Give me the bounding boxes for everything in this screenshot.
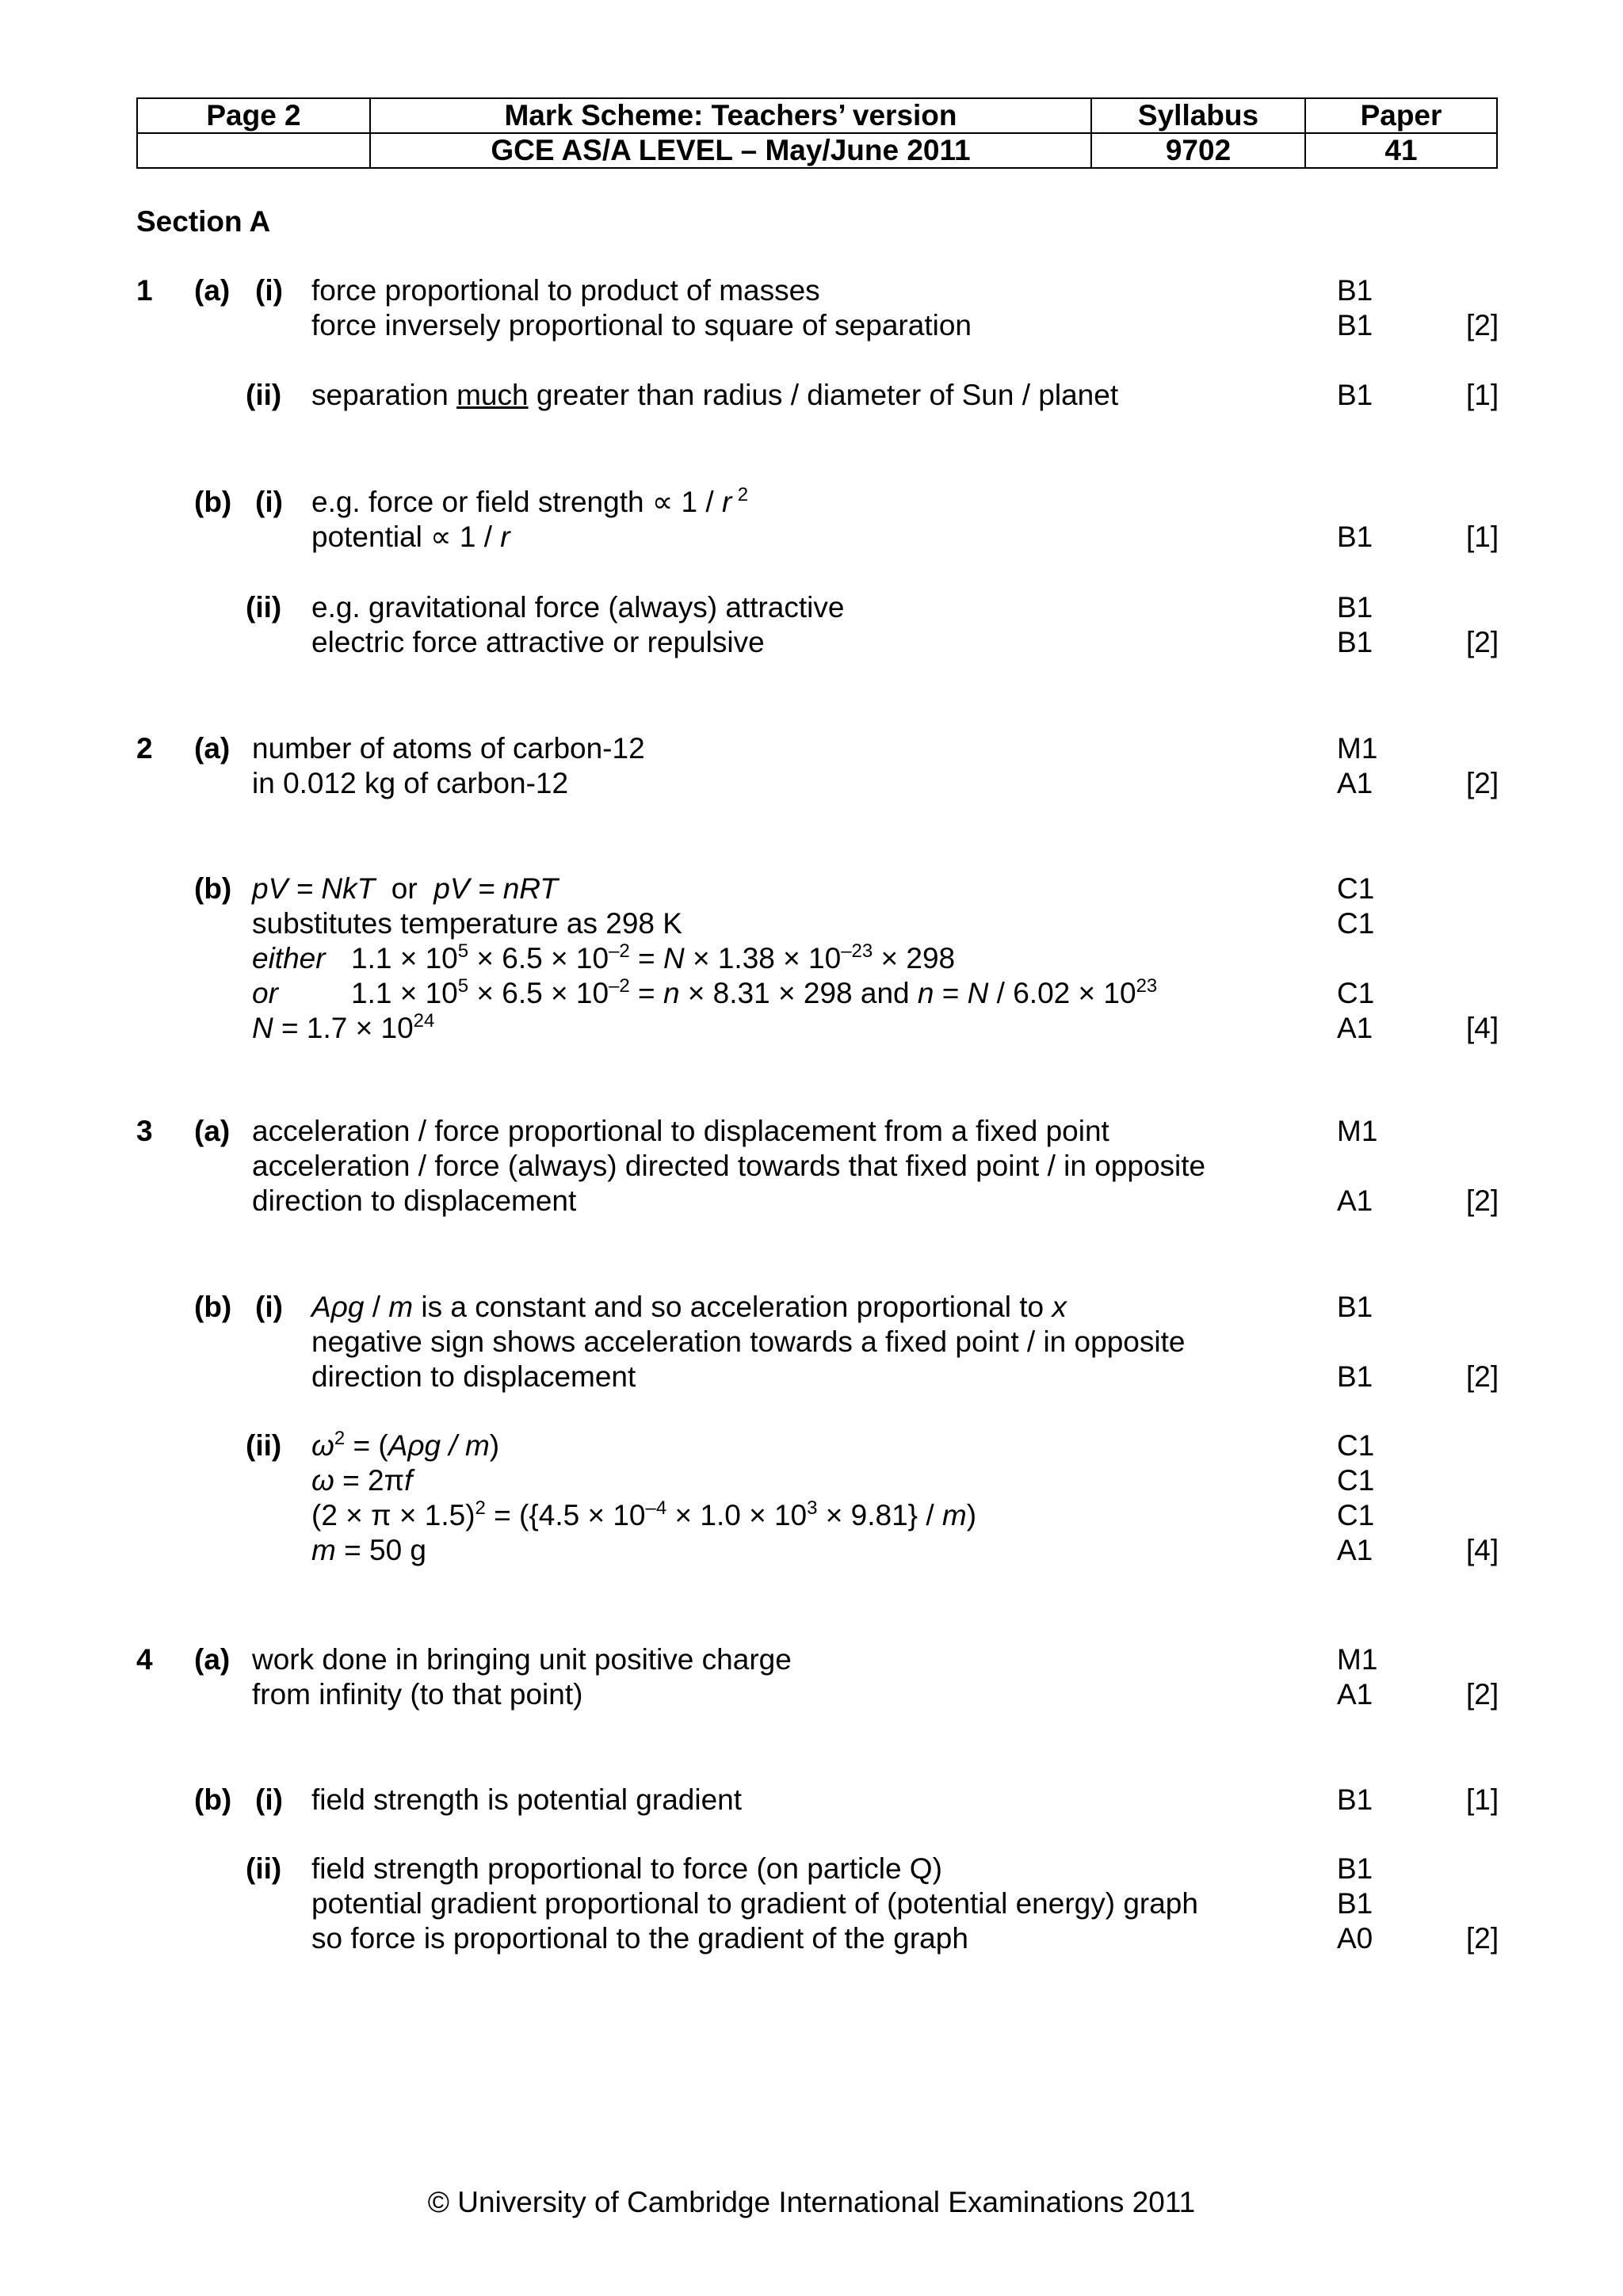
q2-b-or-n2: n <box>917 977 934 1009</box>
q2-part-b: (b) <box>194 872 232 905</box>
header-syllabus-label: Syllabus <box>1091 98 1305 133</box>
q2-b-either-c: = <box>629 942 663 974</box>
q3-b-i-Apg: Aρg <box>311 1291 365 1323</box>
q4-b-sub-ii: (ii) <box>246 1852 282 1885</box>
q1-b-sub-i: (i) <box>255 486 283 518</box>
q3-b-ii-l3-b: = ({4.5 × 10 <box>485 1499 646 1531</box>
q3-b-ii-l3-c: × 1.0 × 10 <box>666 1499 808 1531</box>
q3-part-a: (a) <box>194 1115 231 1147</box>
q4-b-i-total: [1] <box>1466 1783 1499 1816</box>
q3-b-ii-l3-sup2: –4 <box>645 1497 667 1519</box>
q3-b-ii-line2 <box>311 1463 412 1498</box>
header-exam: GCE AS/A LEVEL – May/June 2011 <box>370 133 1091 168</box>
q3-b-ii-l3-e: ) <box>966 1499 977 1531</box>
q2-b-or-N: N <box>967 977 989 1009</box>
q3-b-i-total: [2] <box>1466 1360 1499 1393</box>
q3-b-ii-l2-eq: = 2π <box>334 1464 405 1497</box>
q2-b-or-c: = <box>629 977 663 1009</box>
q3-b-i-mark2: B1 <box>1337 1360 1373 1393</box>
q4-b-ii-mark1: B1 <box>1337 1852 1373 1885</box>
q2-part-a: (a) <box>194 732 231 765</box>
q1-b-i-line2 <box>311 520 510 555</box>
q3-a-line2: acceleration / force (always) directed towards that fixed point / in opposite <box>252 1150 1206 1182</box>
q3-b-sub-ii: (ii) <box>246 1429 282 1462</box>
q3-b-ii-expr: Aρg / m <box>388 1429 490 1462</box>
q1-b-ii-line1: e.g. gravitational force (always) attractive <box>311 591 845 624</box>
q3-b-ii-total: [4] <box>1466 1534 1499 1566</box>
q4-b-i-mark: B1 <box>1337 1783 1373 1816</box>
q3-b-ii-mark2: C1 <box>1337 1464 1375 1497</box>
q1-a-i-total: [2] <box>1466 309 1499 341</box>
q2-a-line2: in 0.012 kg of carbon-12 <box>252 767 569 799</box>
q1-a-i-mark1: B1 <box>1337 274 1373 307</box>
q2-b-or-word: or <box>375 872 434 905</box>
q1-b-i-line1 <box>311 485 748 520</box>
q2-b-or-d: × 8.31 × 298 and <box>679 977 918 1009</box>
q1-b-ii-line2: electric force attractive or repulsive <box>311 626 765 658</box>
q3-b-i-line1 <box>311 1290 1067 1325</box>
q3-a-total: [2] <box>1466 1184 1499 1217</box>
q3-b-i-x: x <box>1052 1291 1067 1323</box>
q2-b-either-sup3: –23 <box>841 940 873 962</box>
header-row-2 <box>137 133 1497 168</box>
q2-b-either-sup1: 5 <box>457 940 469 962</box>
q2-b-mark4: A1 <box>1337 1012 1373 1044</box>
q3-b-i-mark1: B1 <box>1337 1291 1373 1323</box>
q2-a-total: [2] <box>1466 767 1499 799</box>
q1-b-i-line1-r: r <box>721 486 732 518</box>
q3-number: 3 <box>136 1115 153 1147</box>
q3-a-mark1: M1 <box>1337 1115 1378 1147</box>
q4-b-i-line1: field strength is potential gradient <box>311 1783 743 1816</box>
q3-b-ii-l4-rest: = 50 g <box>335 1534 427 1566</box>
q1-b-ii-mark1: B1 <box>1337 591 1373 624</box>
q3-a-line3: direction to displacement <box>252 1184 577 1217</box>
header-empty-cell <box>137 133 370 168</box>
q2-b-either-b: × 6.5 × 10 <box>468 942 609 974</box>
q2-b-or-a: 1.1 × 10 <box>351 977 458 1009</box>
q1-a-i-line2: force inversely proportional to square of separation <box>311 309 972 341</box>
header-page: Page 2 <box>137 98 370 133</box>
q2-a-line1: number of atoms of carbon-12 <box>252 732 645 765</box>
q2-b-answer-N: N <box>252 1012 273 1044</box>
q1-a-sub-i: (i) <box>255 274 283 307</box>
q3-b-sub-i: (i) <box>255 1291 283 1323</box>
q2-b-total: [4] <box>1466 1012 1499 1044</box>
q3-b-ii-l2-f: f <box>404 1464 413 1497</box>
q1-b-ii-total: [2] <box>1466 626 1499 658</box>
q4-a-line2: from infinity (to that point) <box>252 1678 583 1711</box>
q2-b-answer-expr: = 1.7 × 10 <box>273 1012 414 1044</box>
q1-b-i-line1-text: e.g. force or field strength ∝ 1 / <box>311 486 722 518</box>
q4-b-ii-mark2: B1 <box>1337 1887 1373 1920</box>
q2-b-or-n: n <box>663 977 680 1009</box>
q4-b-ii-line3: so force is proportional to the gradient of the graph <box>311 1922 968 1955</box>
q2-b-either-N: N <box>663 942 685 974</box>
q1-b-i-total: [1] <box>1466 521 1499 553</box>
q3-b-ii-l3-d: × 9.81} / <box>817 1499 942 1531</box>
header-row-1 <box>137 98 1497 133</box>
q1-a-ii-post: greater than radius / diameter of Sun / planet <box>528 379 1119 411</box>
q4-b-sub-i: (i) <box>255 1783 283 1816</box>
q1-a-ii-underlined: much <box>456 379 529 411</box>
q2-b-answer <box>252 1011 434 1046</box>
q3-b-ii-eq: = ( <box>345 1429 388 1462</box>
q3-b-ii-mark4: A1 <box>1337 1534 1373 1566</box>
q3-b-ii-line4 <box>311 1533 426 1568</box>
q4-b-ii-line2: potential gradient proportional to gradient of (potential energy) graph <box>311 1887 1198 1920</box>
q4-number: 4 <box>136 1643 153 1676</box>
q4-b-ii-mark3: A0 <box>1337 1922 1373 1955</box>
q3-b-i-m: m <box>388 1291 414 1323</box>
section-title: Section A <box>136 205 271 238</box>
q1-b-i-line2-r: r <box>500 521 510 553</box>
q2-b-either-e: × 298 <box>873 942 956 974</box>
q1-a-ii-mark: B1 <box>1337 379 1373 411</box>
q3-b-ii-line1 <box>311 1428 499 1463</box>
q4-b-ii-line1: field strength proportional to force (on particle Q) <box>311 1852 942 1885</box>
q3-a-line1: acceleration / force proportional to displacement from a fixed point <box>252 1115 1109 1147</box>
q2-b-pv2: pV = nRT <box>433 872 558 905</box>
q2-a-mark2: A1 <box>1337 767 1373 799</box>
q1-part-a: (a) <box>194 274 231 307</box>
q3-b-ii-l3-m: m <box>941 1499 967 1531</box>
q1-a-ii-line <box>311 378 1118 413</box>
q1-a-ii-pre: separation <box>311 379 457 411</box>
header-paper-number: 41 <box>1305 133 1497 168</box>
q2-b-pv1: pV = NkT <box>252 872 376 905</box>
q2-b-either-expr <box>351 941 955 976</box>
q1-b-i-mark: B1 <box>1337 521 1373 553</box>
q2-b-or-e: = <box>934 977 968 1009</box>
q3-b-ii-l3-sup1: 2 <box>475 1497 486 1519</box>
q3-b-i-line3: direction to displacement <box>311 1360 636 1393</box>
header-table <box>136 97 1498 169</box>
q3-b-ii-omega: ω <box>311 1429 334 1462</box>
q3-part-b: (b) <box>194 1291 232 1323</box>
q4-a-mark2: A1 <box>1337 1678 1373 1711</box>
q3-b-ii-mark1: C1 <box>1337 1429 1375 1462</box>
q1-a-i-line1: force proportional to product of masses <box>311 274 820 307</box>
q1-b-i-line1-sup: 2 <box>737 484 749 505</box>
q4-part-b: (b) <box>194 1783 232 1816</box>
header-title: Mark Scheme: Teachers’ version <box>370 98 1091 133</box>
q1-b-i-line2-text: potential ∝ 1 / <box>311 521 501 553</box>
q2-b-or-f: / 6.02 × 10 <box>988 977 1136 1009</box>
q4-b-ii-total: [2] <box>1466 1922 1499 1955</box>
q2-b-or-sup3: 23 <box>1136 975 1158 997</box>
q3-b-ii-l3-a: (2 × π × 1.5) <box>311 1499 475 1531</box>
q4-a-total: [2] <box>1466 1678 1499 1711</box>
q1-b-sub-ii: (ii) <box>246 591 282 624</box>
q2-b-answer-sup: 24 <box>413 1010 435 1032</box>
q3-b-ii-close: ) <box>489 1429 500 1462</box>
q3-b-i-line2: negative sign shows acceleration towards a fixed point / in opposite <box>311 1325 1186 1358</box>
q2-b-line1 <box>252 871 558 906</box>
q1-number: 1 <box>136 274 153 307</box>
q4-part-a: (a) <box>194 1643 231 1676</box>
q2-b-either-d: × 1.38 × 10 <box>684 942 842 974</box>
q1-part-b: (b) <box>194 486 232 518</box>
header-paper-label: Paper <box>1305 98 1497 133</box>
q1-a-sub-ii: (ii) <box>246 379 282 411</box>
q1-a-ii-total: [1] <box>1466 379 1499 411</box>
q2-b-either-sup2: –2 <box>609 940 630 962</box>
q3-b-ii-mark3: C1 <box>1337 1499 1375 1531</box>
q2-b-either-a: 1.1 × 10 <box>351 942 458 974</box>
q3-b-ii-line3 <box>311 1498 976 1533</box>
q3-b-ii-l3-sup3: 3 <box>807 1497 818 1519</box>
header-syllabus-code: 9702 <box>1091 133 1305 168</box>
q4-a-mark1: M1 <box>1337 1643 1378 1676</box>
q4-a-line1: work done in bringing unit positive charge <box>252 1643 792 1676</box>
q1-b-ii-mark2: B1 <box>1337 626 1373 658</box>
q3-b-i-slash: / <box>364 1291 389 1323</box>
q3-b-i-rest: is a constant and so acceleration proportional to <box>413 1291 1052 1323</box>
q2-b-or-expr <box>351 976 1157 1011</box>
q2-b-mark2: C1 <box>1337 907 1375 940</box>
q2-b-either-label: either <box>252 942 326 974</box>
q2-b-or-sup2: –2 <box>609 975 630 997</box>
q3-a-mark2: A1 <box>1337 1184 1373 1217</box>
q2-a-mark1: M1 <box>1337 732 1378 765</box>
q2-b-mark3: C1 <box>1337 977 1375 1009</box>
q2-b-or-label: or <box>252 977 278 1009</box>
q2-b-or-sup1: 5 <box>457 975 469 997</box>
q3-b-ii-l2-omega: ω <box>311 1464 334 1497</box>
q2-number: 2 <box>136 732 153 765</box>
q3-b-ii-l4-m: m <box>311 1534 336 1566</box>
q2-b-mark1: C1 <box>1337 872 1375 905</box>
q3-b-ii-omega-sup: 2 <box>334 1428 346 1449</box>
q1-a-i-mark2: B1 <box>1337 309 1373 341</box>
q2-b-line2: substitutes temperature as 298 K <box>252 907 682 940</box>
q2-b-or-b: × 6.5 × 10 <box>468 977 609 1009</box>
copyright-footer: © University of Cambridge International Examinations 2011 <box>427 2186 1196 2218</box>
